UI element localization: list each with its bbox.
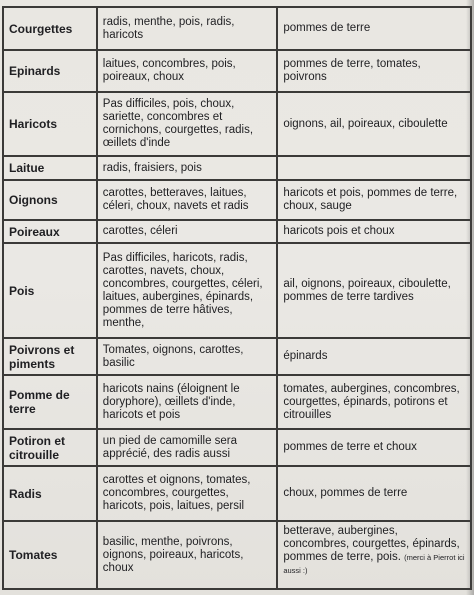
good-companions-cell: basilic, menthe, poivrons, oignons, poireaux, haricots, choux — [97, 521, 278, 589]
bad-companions-cell: haricots pois et choux — [277, 220, 471, 243]
good-companions-cell: Pas difficiles, haricots, radis, carottes, navets, choux, concombres, courgettes, céleri, laitues, aubergines, épinards, pommes de terre hâtives, menthe, — [97, 243, 278, 338]
vegetable-cell: Laitue — [3, 156, 97, 180]
bad-companions-text: betterave, aubergines, concombres, courgettes, épinards, pommes de terre, pois. — [283, 525, 460, 563]
good-companions-cell: radis, fraisiers, pois — [97, 156, 278, 180]
vegetable-cell: Tomates — [3, 521, 97, 589]
bad-companions-cell: épinards — [277, 338, 471, 375]
bad-companions-cell — [277, 521, 471, 589]
companion-planting-table — [2, 6, 472, 590]
bad-companions-cell: oignons, ail, poireaux, ciboulette — [277, 92, 471, 156]
bad-companions-cell: tomates, aubergines, concombres, courgettes, épinards, potirons et citrouilles — [277, 375, 471, 429]
good-companions-cell: un pied de camomille sera apprécié, des radis aussi — [97, 429, 278, 466]
page-edge-shadow — [466, 0, 474, 595]
thanks-note: (merci à Pierrot ici aussi :) — [283, 553, 465, 575]
table-row — [3, 466, 471, 521]
good-companions-cell: Tomates, oignons, carottes, basilic — [97, 338, 278, 375]
table-row — [3, 180, 471, 220]
good-companions-cell: carottes, céleri — [97, 220, 278, 243]
table-row — [3, 521, 471, 589]
vegetable-cell: Oignons — [3, 180, 97, 220]
vegetable-cell: Potiron et citrouille — [3, 429, 97, 466]
good-companions-cell: carottes, betteraves, laitues, céleri, choux, navets et radis — [97, 180, 278, 220]
bad-companions-cell: pommes de terre et choux — [277, 429, 471, 466]
vegetable-cell: Pomme de terre — [3, 375, 97, 429]
table-row — [3, 220, 471, 243]
vegetable-cell: Poivrons et piments — [3, 338, 97, 375]
good-companions-cell: haricots nains (éloignent le doryphore), œillets d'inde, haricots et pois — [97, 375, 278, 429]
vegetable-cell: Epinards — [3, 50, 97, 92]
bad-companions-cell — [277, 156, 471, 180]
bad-companions-cell: choux, pommes de terre — [277, 466, 471, 521]
good-companions-cell: Pas difficiles, pois, choux, sariette, concombres et cornichons, courgettes, radis, œillets d'inde — [97, 92, 278, 156]
bad-companions-cell: pommes de terre — [277, 7, 471, 50]
table-row — [3, 156, 471, 180]
vegetable-cell: Poireaux — [3, 220, 97, 243]
good-companions-cell: laitues, concombres, pois, poireaux, choux — [97, 50, 278, 92]
table-row — [3, 50, 471, 92]
table-row — [3, 7, 471, 50]
bad-companions-cell: ail, oignons, poireaux, ciboulette, pommes de terre tardives — [277, 243, 471, 338]
vegetable-cell: Haricots — [3, 92, 97, 156]
bad-companions-cell: pommes de terre, tomates, poivrons — [277, 50, 471, 92]
good-companions-cell: carottes et oignons, tomates, concombres, courgettes, haricots, pois, laitues, persil — [97, 466, 278, 521]
table-row — [3, 243, 471, 338]
vegetable-cell: Pois — [3, 243, 97, 338]
table-row — [3, 429, 471, 466]
bad-companions-cell: haricots et pois, pommes de terre, choux, sauge — [277, 180, 471, 220]
table-row — [3, 375, 471, 429]
vegetable-cell: Radis — [3, 466, 97, 521]
vegetable-cell: Courgettes — [3, 7, 97, 50]
good-companions-cell: radis, menthe, pois, radis, haricots — [97, 7, 278, 50]
table-row — [3, 338, 471, 375]
table-row — [3, 92, 471, 156]
